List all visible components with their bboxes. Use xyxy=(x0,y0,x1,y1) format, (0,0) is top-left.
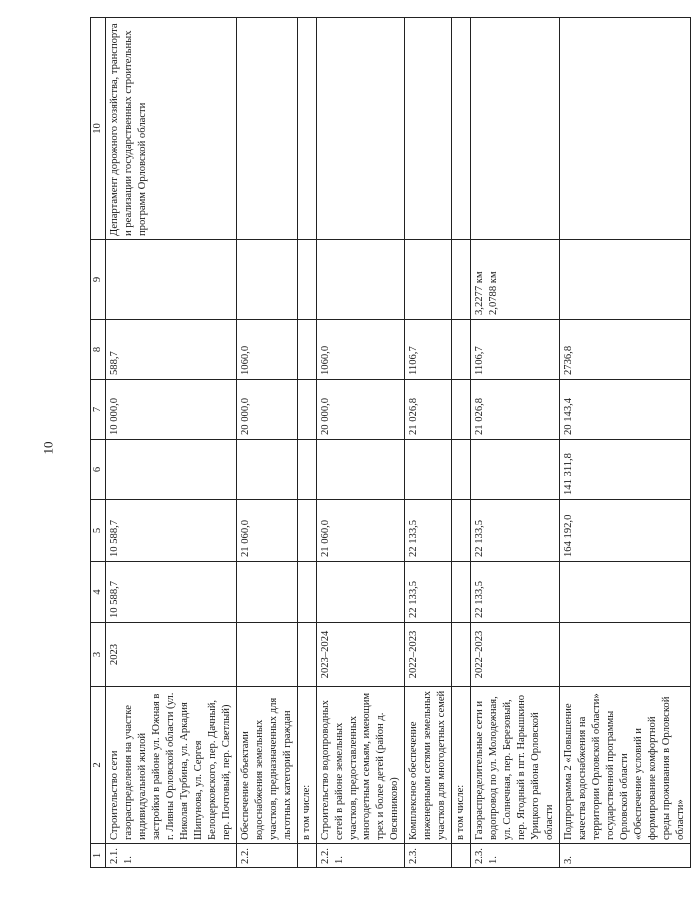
row-description: Обеспечение объектами водоснабжения земельных участков, предназначенных для льготных категорий граждан xyxy=(236,687,297,844)
row-col9 xyxy=(316,240,405,320)
row-subheading: в том числе: xyxy=(452,687,471,844)
row-period xyxy=(236,623,297,687)
row-col8: 2736,8 xyxy=(560,320,691,380)
col-header: 10 xyxy=(91,18,106,240)
row-description: Комплексное обеспечение инженерными сетями земельных участков для многодетных семей xyxy=(405,687,452,844)
col-header: 7 xyxy=(91,380,106,440)
row-number: 2.1.1. xyxy=(106,844,237,868)
table-row xyxy=(471,18,560,868)
table-row xyxy=(316,18,405,868)
header-row xyxy=(91,18,106,868)
col-header: 9 xyxy=(91,240,106,320)
row-col8: 1060,0 xyxy=(316,320,405,380)
row-description: Строительство водопроводных сетей в районе земельных участков, предоставленных многодетным семьям, имеющим трех и более детей (район д. Овсянниково) xyxy=(316,687,405,844)
row-number: 2.2.1. xyxy=(316,844,405,868)
row-col7: 21 026,8 xyxy=(405,380,452,440)
page-number: 10 xyxy=(40,441,56,455)
row-col9 xyxy=(560,240,691,320)
row-col7: 20 000,0 xyxy=(316,380,405,440)
row-col6 xyxy=(316,440,405,500)
row-period: 2023 xyxy=(106,623,237,687)
row-col4: 10 588,7 xyxy=(106,562,237,623)
row-col4: 22 133,5 xyxy=(405,562,452,623)
row-col5: 21 060,0 xyxy=(316,500,405,562)
row-col9 xyxy=(405,240,452,320)
row-col8: 1060,0 xyxy=(236,320,297,380)
row-col8: 1106,7 xyxy=(471,320,560,380)
row-col9 xyxy=(106,240,237,320)
col-header: 6 xyxy=(91,440,106,500)
row-description: Подпрограмма 2 «Повышение качества водоснабжения на территории Орловской области» государственной программы Орловской области «Обеспечение условий и формирование комфортной среды проживания в Орловской области» xyxy=(560,687,691,844)
rotated-table-container xyxy=(90,18,686,868)
col-header: 3 xyxy=(91,623,106,687)
row-col6: 141 311,8 xyxy=(560,440,691,500)
row-col5: 22 133,5 xyxy=(471,500,560,562)
table-row xyxy=(560,18,691,868)
row-col6 xyxy=(236,440,297,500)
row-responsible xyxy=(236,18,297,240)
row-col9 xyxy=(236,240,297,320)
col-header: 2 xyxy=(91,687,106,844)
table-row xyxy=(236,18,297,868)
row-period: 2022–2023 xyxy=(405,623,452,687)
row-col6 xyxy=(106,440,237,500)
row-period: 2023–2024 xyxy=(316,623,405,687)
row-col9: 3,2277 км 2,0788 км xyxy=(471,240,560,320)
row-responsible xyxy=(405,18,452,240)
row-col8: 1106,7 xyxy=(405,320,452,380)
program-table xyxy=(90,17,691,868)
row-col4 xyxy=(316,562,405,623)
table-row xyxy=(405,18,452,868)
row-col6 xyxy=(471,440,560,500)
row-col5: 21 060,0 xyxy=(236,500,297,562)
col-header: 5 xyxy=(91,500,106,562)
col-header: 1 xyxy=(91,844,106,868)
table-row xyxy=(106,18,237,868)
row-col4: 22 133,5 xyxy=(471,562,560,623)
row-responsible xyxy=(560,18,691,240)
row-period xyxy=(560,623,691,687)
col-header: 8 xyxy=(91,320,106,380)
row-description: Газораспределительные сети и водопровод по ул. Молодежная, ул. Солнечная, пер. Березовый, пер. Ягодный в пгт. Нарышкино Урицкого района Орловской области xyxy=(471,687,560,844)
row-responsible xyxy=(471,18,560,240)
row-col7: 10 000,0 xyxy=(106,380,237,440)
row-col5: 10 588,7 xyxy=(106,500,237,562)
row-col4 xyxy=(560,562,691,623)
row-subheading: в том числе: xyxy=(297,687,316,844)
row-col6 xyxy=(405,440,452,500)
row-col5: 164 192,0 xyxy=(560,500,691,562)
table-row-subheading xyxy=(297,18,316,868)
row-number: 2.3. xyxy=(405,844,452,868)
row-number: 3. xyxy=(560,844,691,868)
row-col5: 22 133,5 xyxy=(405,500,452,562)
col-header: 4 xyxy=(91,562,106,623)
row-col8: 588,7 xyxy=(106,320,237,380)
row-col7: 20 000,0 xyxy=(236,380,297,440)
row-col7: 21 026,8 xyxy=(471,380,560,440)
row-responsible: Департамент дорожного хозяйства, транспорта и реализации государственных строительных программ Орловской области xyxy=(106,18,237,240)
row-number: 2.3.1. xyxy=(471,844,560,868)
row-period: 2022–2023 xyxy=(471,623,560,687)
row-col7: 20 143,4 xyxy=(560,380,691,440)
row-description: Строительство сети газораспределения на участке индивидуальной жилой застройки в районе ул. Южная в г. Ливны Орловской области (ул. Николая Турбина, ул. Аркадия Шипунова, ул. Сергея Белоцерковского, пер. Дачный, пер. Почтовый, пер. Светлый) xyxy=(106,687,237,844)
row-number: 2.2. xyxy=(236,844,297,868)
row-col4 xyxy=(236,562,297,623)
row-responsible xyxy=(316,18,405,240)
table-row-subheading xyxy=(452,18,471,868)
